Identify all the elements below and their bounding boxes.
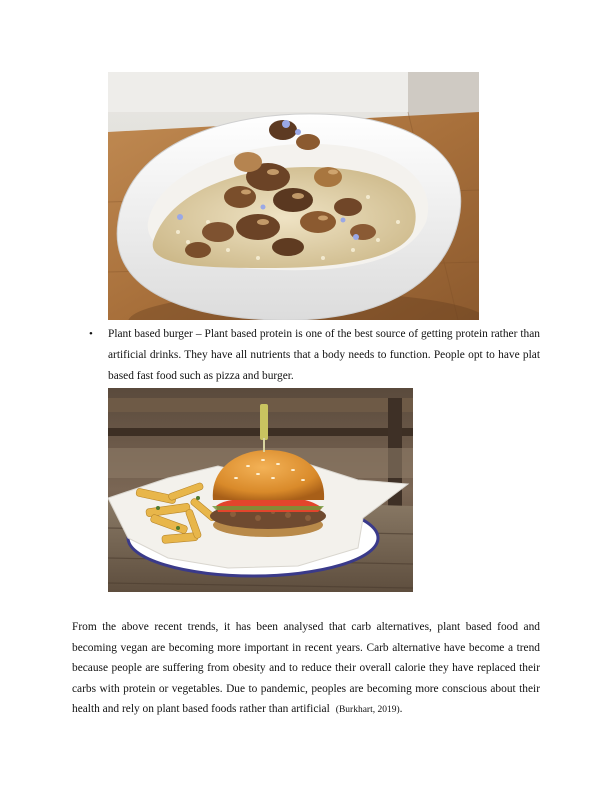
body-paragraph-text: From the above recent trends, it has been analysed that carb alternatives, plant based food and becoming vegan are becoming more important in recent years. Carb alternative have become a trend because people are suffering from obesity and to reduce their overall calorie they have replaced their carbs with protein or vegetables. Due to pandemic, peoples are becoming more conscious about their health and rely on plant based foods rather than artificial (72, 621, 540, 716)
citation: (Burkhart, 2019) (335, 705, 400, 716)
end-punctuation: . (399, 703, 403, 716)
bullet-text: Plant based burger – Plant based protein is one of the best source of getting protein rather than artificial drinks. They have all nutrients that a body needs to function. People opt to have plat based fast food such as pizza and burger. (108, 328, 540, 382)
body-paragraph (72, 617, 540, 721)
bullet-marker: • (89, 328, 93, 340)
plant-based-burger-photo (108, 388, 413, 592)
mushroom-risotto-photo (108, 72, 479, 320)
bullet-paragraph (89, 324, 540, 387)
